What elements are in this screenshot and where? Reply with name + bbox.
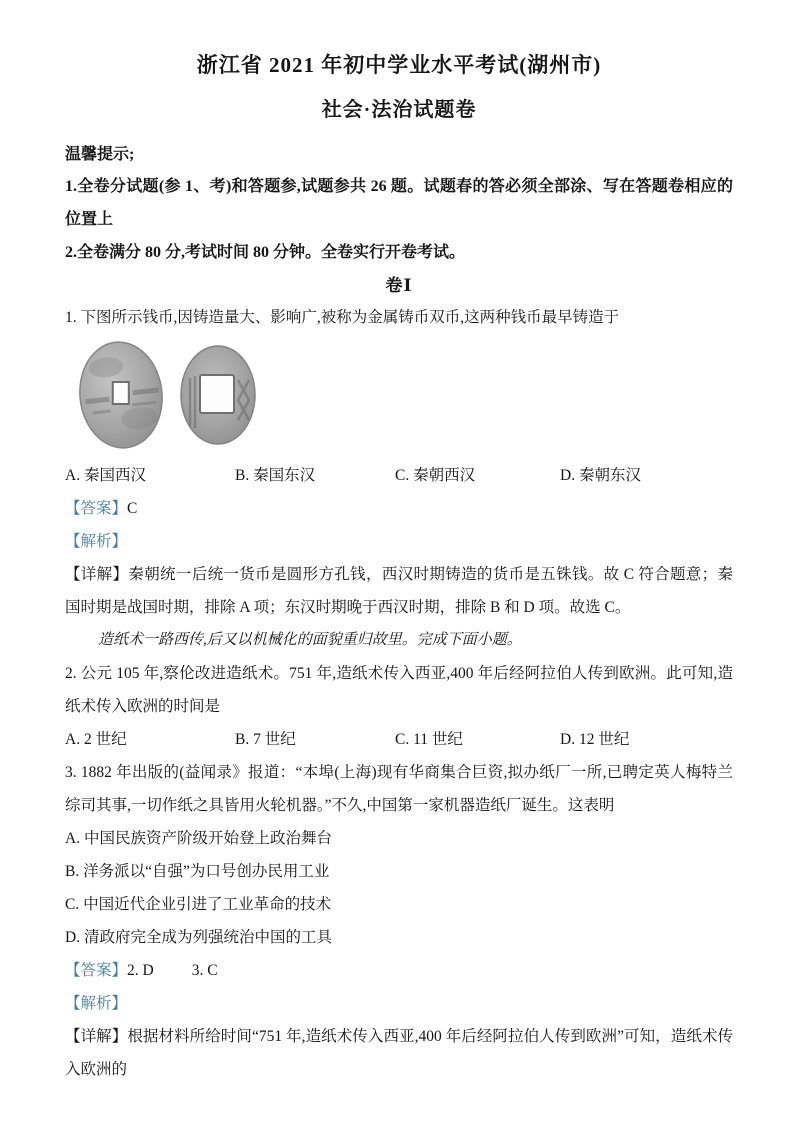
q1-answer-line (65, 492, 733, 525)
q3-option-a: A. 中国民族资产阶级开始登上政治舞台 (65, 830, 332, 847)
q1-detail-text: 秦朝统一后统一货币是圆形方孔钱，西汉时期铸造的货币是五铢钱。故 C 符合题意；秦国时期是战国时期，排除 A 项；东汉时期晚于西汉时期，排除 B 和 D 项。故选 C。 (65, 566, 733, 616)
q3-stem: 3. 1882 年出版的(益闻录》报道：“本埠(上海)现有华商集合巨资,拟办纸厂一所,已聘定英人梅特兰综司其事,一切作纸之具皆用火轮机器。”不久,中国第一家机器造纸厂诞生。这表明 (65, 764, 733, 814)
q2-option-c: C. 11 世纪 (395, 731, 463, 748)
coin-left-icon (75, 338, 168, 452)
q2-option-a: A. 2 世纪 (65, 731, 127, 748)
ancient-coins-photo (71, 338, 267, 452)
q2-q3-detail-text: 根据材料所给时间“751 年,造纸术传入西亚,400 年后经阿拉伯人传到欧洲”可知，造纸术传入欧洲的 (65, 1028, 733, 1078)
q1-coins-figure (71, 338, 733, 457)
notice-item-1: 1.全卷分试题(参 1、考)和答题参,试题参共 26 题。试题春的答必须全部涂、写在答题卷相应的位置上 (65, 178, 733, 228)
q1-options (65, 459, 733, 492)
q1-analysis-line (65, 525, 733, 558)
notice-heading: 温馨提示; (65, 146, 135, 163)
q2-stem: 2. 公元 105 年,察伦改进造纸术。751 年,造纸术传入西亚,400 年后经阿拉伯人传到欧洲。此可知,造纸术传入欧洲的时间是 (65, 665, 733, 715)
answer-label: 【答案】 (65, 962, 128, 979)
q2-q3-answer-line (65, 954, 733, 987)
q2-options (65, 723, 733, 756)
notice-item-2: 2.全卷满分 80 分,考试时间 80 分钟。全卷实行开卷考试。 (65, 244, 466, 261)
analysis-label: 【解析】 (65, 995, 128, 1012)
q2-option-b: B. 7 世纪 (235, 731, 296, 748)
answer-label: 【答案】 (65, 500, 128, 517)
detail-label: 【详解】 (65, 566, 129, 583)
reading-passage: 造纸术一路西传,后又以机械化的面貌重归故里。完成下面小题。 (98, 632, 522, 648)
q3-option-b: B. 洋务派以“自强”为口号创办民用工业 (65, 863, 330, 880)
q1-option-d: D. 秦朝东汉 (560, 467, 641, 484)
q1-answer-value: C (127, 500, 138, 517)
q2-q3-detail (65, 1020, 733, 1086)
detail-label: 【详解】 (65, 1028, 128, 1045)
q1-detail (65, 558, 733, 624)
q2-q3-analysis-line (65, 987, 733, 1020)
q3-answer-value: 3. C (191, 962, 218, 979)
q1-stem: 1. 下图所示钱币,因铸造量大、影响广,被称为金属铸币双币,这两种钱币最早铸造于 (65, 309, 620, 326)
q1-option-b: B. 秦国东汉 (235, 467, 316, 484)
exam-subtitle: 社会·法治试题卷 (321, 99, 477, 121)
coin-right-icon (181, 346, 255, 444)
q2-answer-value: 2. D (127, 962, 154, 979)
q3-option-d: D. 清政府完全成为列强统治中国的工具 (65, 929, 332, 946)
q3-option-c: C. 中国近代企业引进了工业革命的技术 (65, 896, 332, 913)
analysis-label: 【解析】 (65, 533, 128, 550)
q2-option-d: D. 12 世纪 (560, 731, 630, 748)
q1-option-a: A. 秦国西汉 (65, 467, 146, 484)
exam-title: 浙江省 2021 年初中学业水平考试(湖州市) (196, 53, 602, 77)
section-heading: 卷Ⅰ (385, 276, 413, 295)
q1-option-c: C. 秦朝西汉 (395, 467, 476, 484)
